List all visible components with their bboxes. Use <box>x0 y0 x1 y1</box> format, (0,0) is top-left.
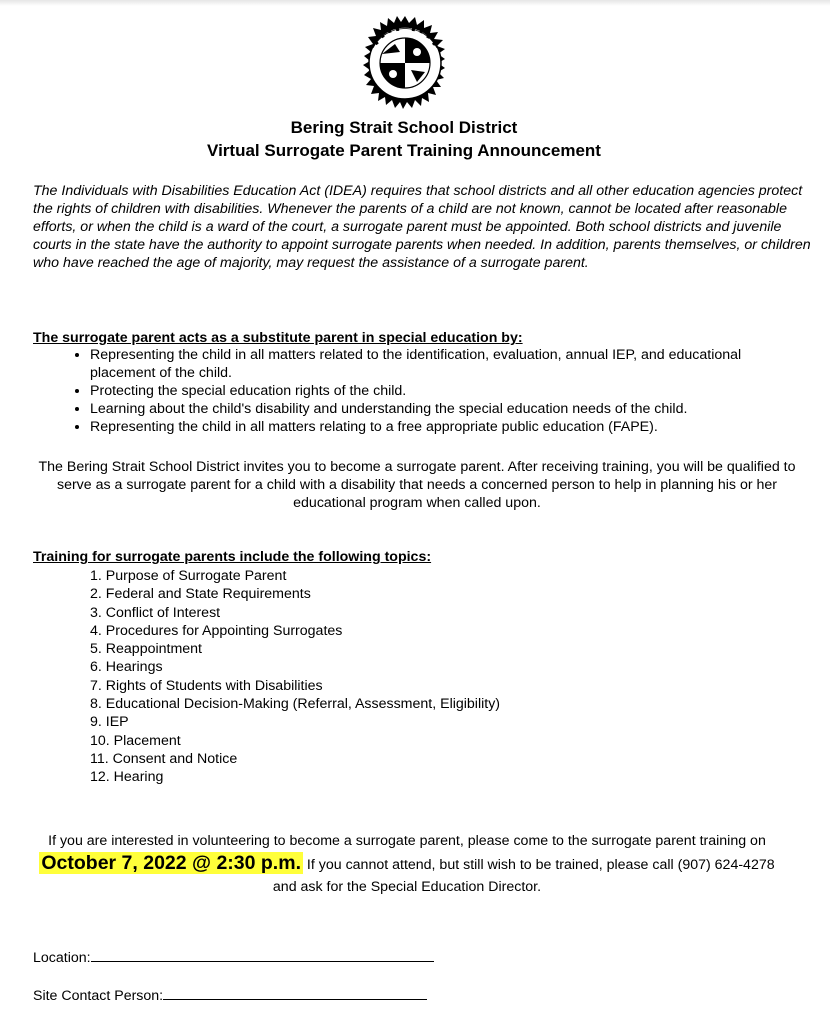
list-item: 3. Conflict of Interest <box>90 604 221 621</box>
site-contact-field <box>33 985 427 1004</box>
list-item: 7. Rights of Students with Disabilities <box>90 677 323 694</box>
list-item: 11. Consent and Notice <box>90 750 238 767</box>
cta-before: If you are interested in volunteering to become a surrogate parent, please come to the surrogate parent training on <box>48 833 766 849</box>
list-item: 5. Reappointment <box>90 641 202 658</box>
top-edge-shade <box>0 0 830 6</box>
district-name: Bering Strait School District <box>290 118 518 137</box>
training-date-highlight: October 7, 2022 @ 2:30 p.m. <box>41 852 301 874</box>
location-blank-line <box>91 947 434 962</box>
list-item: • Representing the child in all matters relating to a free appropriate public education (FAPE). <box>90 418 810 436</box>
site-contact-label: Site Contact Person: <box>33 988 164 1004</box>
duties-list <box>52 346 810 436</box>
location-label: Location: <box>33 950 91 966</box>
list-item: 8. Educational Decision-Making (Referral, Assessment, Eligibility) <box>90 696 501 713</box>
list-item: 6. Hearings <box>90 659 163 676</box>
list-item: 1. Purpose of Surrogate Parent <box>90 568 287 584</box>
topics-list <box>90 567 500 787</box>
site-contact-blank-line <box>163 985 427 1000</box>
list-item: 12. Hearing <box>90 769 164 786</box>
list-item: 4. Procedures for Appointing Surrogates <box>90 622 343 639</box>
list-item: 2. Federal and State Requirements <box>90 586 311 603</box>
district-seal-logo <box>355 14 455 114</box>
list-item: 10. Placement <box>90 732 181 749</box>
list-item: • Representing the child in all matters related to the identification, evaluation, annual IEP, and educational placement of the child. <box>90 346 810 382</box>
call-to-action <box>36 830 778 898</box>
list-item: • Learning about the child's disability and understanding the special education needs of the child. <box>90 400 810 418</box>
location-field <box>33 947 434 966</box>
announcement-title: Virtual Surrogate Parent Training Announcement <box>207 141 601 160</box>
list-item: • Protecting the special education rights of the child. <box>90 382 810 400</box>
cta-after: If you cannot attend, but still wish to be trained, please call (907) 624-4278 and ask for the Special Education Director. <box>272 857 775 895</box>
intro-paragraph: The Individuals with Disabilities Education Act (IDEA) requires that school districts and all other education agencies protect the rights of children with disabilities. Whenever the parents of a child are not known, cannot be located after reasonable efforts, or when the child is a ward of the court, a surrogate parent must be appointed. Both school districts and juvenile courts in the state have the authority to appoint surrogate parents when needed. In addition, parents themselves, or children who have reached the age of majority, may request the assistance of a surrogate parent. <box>33 183 811 271</box>
invite-paragraph: The Bering Strait School District invites you to become a surrogate parent. After receiving training, you will be qualified to serve as a surrogate parent for a child with a disability that needs a concerned person to help in planning his or her educational program when called upon. <box>38 459 796 511</box>
duties-heading: The surrogate parent acts as a substitute parent in special education by: <box>33 330 523 346</box>
list-item: 9. IEP <box>90 714 129 731</box>
topics-heading: Training for surrogate parents include the following topics: <box>33 549 432 565</box>
